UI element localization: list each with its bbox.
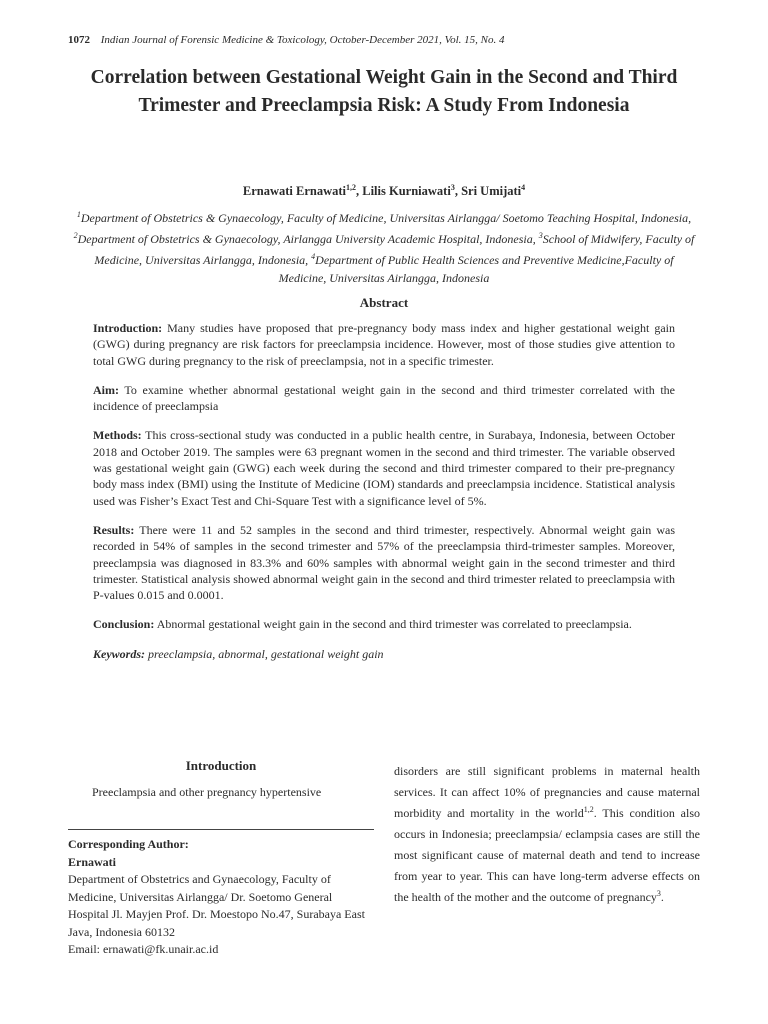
keywords-text: preeclampsia, abnormal, gestational weight gain xyxy=(145,646,384,661)
citation-3: 3 xyxy=(656,889,661,898)
author-1: Ernawati Ernawati xyxy=(242,184,346,199)
intro-text-part-1: disorders are still significant problems in maternal health services. It can affect 10% of pregnancies and cause maternal morbidity and mortality in the world xyxy=(394,764,700,820)
affil-2-number: 2 xyxy=(73,231,78,240)
corresponding-author-email: Email: ernawati@fk.unair.ac.id xyxy=(68,942,219,956)
abstract-keywords xyxy=(93,646,675,662)
affil-4: Department of Public Health Sciences and Preventive Medicine,Faculty of Medicine, Universitas Airlangga, Indonesia xyxy=(278,253,674,285)
left-column xyxy=(68,758,374,800)
affiliations xyxy=(72,206,696,287)
results-text: There were 11 and 52 samples in the second and third trimester, respectively. Abnormal weight gain was recorded in 54% of samples in the second trimester and 57% of the preeclampsia third-trimester samples. Moreover, preeclampsia was diagnosed in 83.3% and 60% samples with abnormal weight gain in the second trimester and third trimester. Statistical analysis showed abnormal weight gain in the second and third trimester related to preeclampsia with P-values 0.015 and 0.0001. xyxy=(93,522,675,603)
affil-4-number: 4 xyxy=(311,252,316,261)
intro-text-part-3: . xyxy=(660,890,664,904)
abstract-heading: Abstract xyxy=(359,295,409,310)
citation-1-2: 1,2 xyxy=(583,805,594,814)
introduction-continued xyxy=(394,761,700,908)
journal-name: Indian Journal of Forensic Medicine & Toxicology, October-December 2021, Vol. 15, No. 4 xyxy=(100,34,505,46)
author-3-affil: 4 xyxy=(521,183,526,192)
introduction-label: Introduction: xyxy=(93,321,163,335)
affil-1-number: 1 xyxy=(76,210,81,219)
methods-text: This cross-sectional study was conducted in a public health centre, in Surabaya, Indonesia, between October 2018 and October 2019. The samples were 63 pregnant women in the second and third trimester. The variable observed was gestational weight gain (GWG) each week during the second and third trimester compared to their pre-pregnancy body mass index (BMI) using the Institute of Medicine (IOM) standards and preeclampsia incidence. Statistical analysis used was Fisher’s Exact Test and Chi-Square Test with a significance level of 5%. xyxy=(93,428,675,508)
author-2-affil: 3 xyxy=(450,183,455,192)
article-title: Correlation between Gestational Weight Gain in the Second and Third Trimester and Preeclampsia Risk: A Study From Indonesia xyxy=(90,67,678,116)
abstract-conclusion xyxy=(93,616,675,632)
conclusion-label: Conclusion: xyxy=(93,617,155,632)
results-label: Results: xyxy=(93,522,135,537)
author-3: , Sri Umijati xyxy=(454,184,522,199)
running-header xyxy=(68,34,708,46)
introduction-text: Many studies have proposed that pre-pregnancy body mass index and higher gestational weight gain (GWG) during pregnancy are risk factors for preeclampsia incidence. However, most of those studies give attention to total GWG during pregnancy to the risk of preeclampsia, not in a specific trimester. xyxy=(93,321,675,368)
right-column xyxy=(394,761,700,908)
intro-text-part-2: . This condition also occurs in Indonesia; preeclampsia/ eclampsia cases are still the most significant cause of maternal death and tend to increase from year to year. This can have long-term adverse effects on the health of the mother and the outcome of pregnancy xyxy=(394,806,701,904)
methods-label: Methods: xyxy=(93,428,142,443)
corresponding-author-name: Ernawati xyxy=(68,854,116,869)
page-number: 1072 xyxy=(68,34,90,46)
affil-3-number: 3 xyxy=(538,231,543,240)
abstract-methods xyxy=(93,427,675,508)
abstract-results xyxy=(93,522,675,603)
aim-text: To examine whether abnormal gestational weight gain in the second and third trimester correlated with the incidence of preeclampsia xyxy=(93,382,675,414)
footnote-divider xyxy=(68,829,374,830)
conclusion-text: Abnormal gestational weight gain in the second and third trimester was correlated to preeclampsia. xyxy=(154,617,632,632)
author-1-affil: 1,2 xyxy=(346,183,356,192)
corresponding-author-label: Corresponding Author: xyxy=(68,837,189,851)
abstract-introduction xyxy=(93,320,675,369)
abstract-aim xyxy=(93,382,675,415)
corresponding-author-block xyxy=(68,836,374,959)
abstract-body xyxy=(93,320,675,675)
corresponding-author-address: Department of Obstetrics and Gynaecology, Faculty of Medicine, Universitas Airlangga/ Dr. Soetomo General Hospital Jl. Mayjen Prof. Dr. Moestopo No.47, Surabaya East Java, Indonesia 60132 xyxy=(68,872,365,939)
introduction-text-start: Preeclampsia and other pregnancy hypertensive xyxy=(92,785,322,799)
affil-1: Department of Obstetrics & Gynaecology, Faculty of Medicine, Universitas Airlangga/ Soetomo Teaching Hospital, Indonesia, xyxy=(80,211,692,225)
keywords-label: Keywords: xyxy=(93,646,145,661)
affil-2: Department of Obstetrics & Gynaecology, Airlangga University Academic Hospital, Indonesia, xyxy=(77,232,539,246)
introduction-heading: Introduction xyxy=(185,758,257,773)
aim-label: Aim: xyxy=(93,382,119,397)
author-2: , Lilis Kurniawati xyxy=(356,184,451,199)
author-list xyxy=(60,183,708,199)
affil-3: School of Midwifery, Faculty of Medicine, Universitas Airlangga, Indonesia, xyxy=(94,232,695,267)
